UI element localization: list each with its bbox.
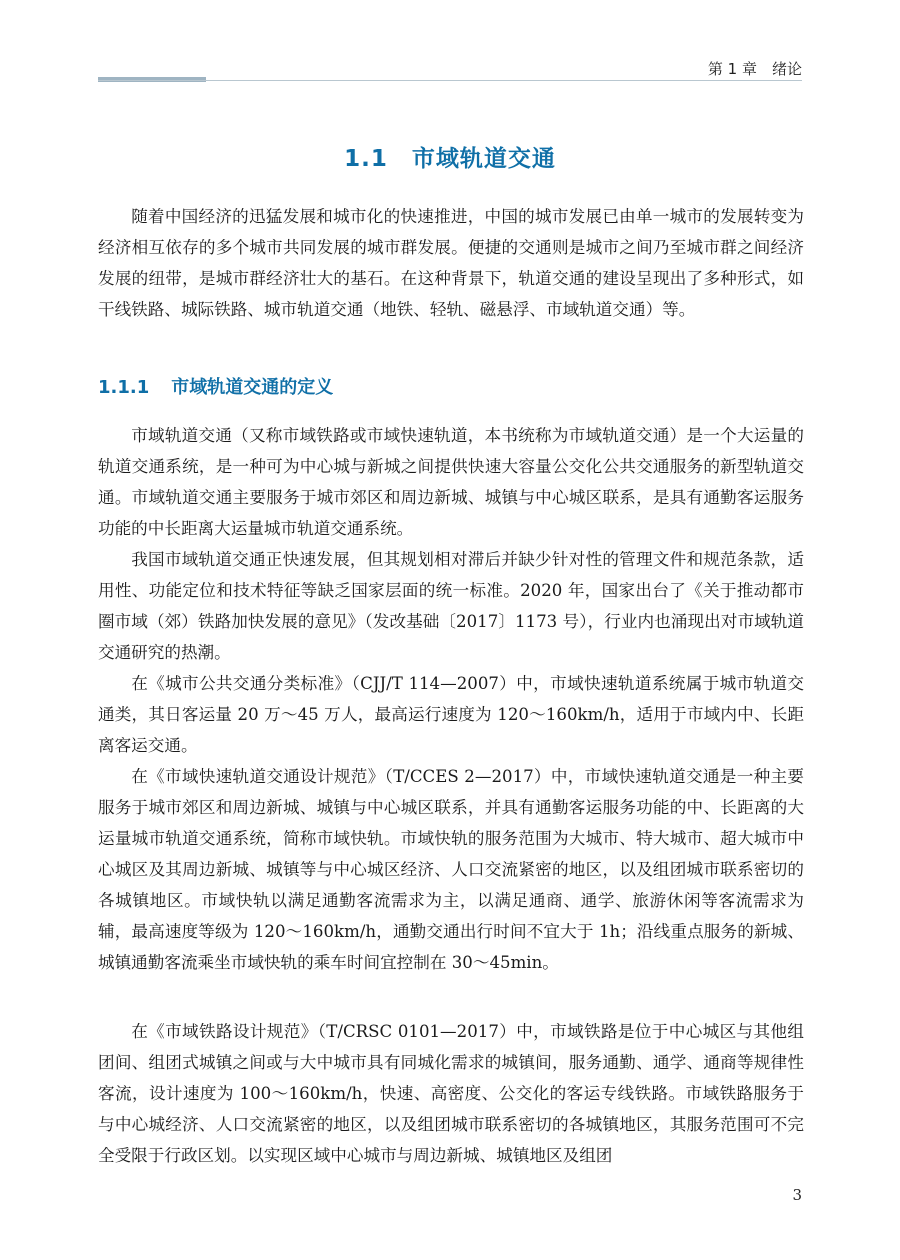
subsection-title (98, 373, 333, 399)
paragraph-cces-standard: 在《市域快速轨道交通设计规范》（T/CCES 2—2017）中，市域快速轨道交通是一种主要服务于城市郊区和周边新城、城镇与中心城区联系，并具有通勤客运服务功能的中、长距离的大运量城市轨道交通系统，简称市域快轨。市域快轨的服务范围为大城市、特大城市、超大城市中心城区及其周边新城、城镇等与中心城区经济、人口交流紧密的地区，以及组团城市联系密切的各城镇地区。市域快轨以满足通勤客流需求为主，以满足通商、通学、旅游休闲等客流需求为辅，最高速度等级为 120～160km/h，通勤交通出行时间不宜大于 1h；沿线重点服务的新城、城镇通勤客流乘坐市域快轨的乘车时间宜控制在 30～45min。 (98, 767, 804, 972)
subsection-number: 1.1.1 (98, 377, 150, 398)
section-title-text: 市域轨道交通 (411, 146, 556, 172)
page-number: 3 (792, 1186, 802, 1204)
subsection-title-text: 市域轨道交通的定义 (171, 377, 334, 398)
paragraph-crsc-standard: 在《市域铁路设计规范》（T/CRSC 0101—2017）中，市域铁路是位于中心城区与其他组团间、组团式城镇之间或与大中城市具有同城化需求的城镇间，服务通勤、通学、通商等规律性客流，设计速度为 100～160km/h，快速、高密度、公交化的客运专线铁路。市域铁路服务于与中心城经济、人口交流紧密的地区，以及组团城市联系密切的各城镇地区，其服务范围可不完全受限于行政区划。以实现区域中心城市与周边新城、城镇地区及组团 (98, 1022, 804, 1165)
header-rule (98, 80, 802, 81)
running-header: 第 1 章 绪论 (707, 60, 802, 78)
section-title (0, 140, 900, 173)
paragraph-development: 我国市域轨道交通正快速发展，但其规划相对滞后并缺少针对性的管理文件和规范条款，适用性、功能定位和技术特征等缺乏国家层面的统一标准。2020 年，国家出台了《关于推动都市圈市域（郊）铁路加快发展的意见》（发改基础〔2017〕1173 号），行业内也涌现出对市域轨道交通研究的热潮。 (98, 550, 804, 662)
paragraph-definition: 市域轨道交通（又称市域铁路或市域快速轨道，本书统称为市域轨道交通）是一个大运量的轨道交通系统，是一种可为中心城与新城之间提供快速大容量公交化公共交通服务的新型轨道交通。市域轨道交通主要服务于城市郊区和周边新城、城镇与中心城区联系，是具有通勤客运服务功能的中长距离大运量城市轨道交通系统。 (98, 426, 804, 538)
paragraph-cjj-standard: 在《城市公共交通分类标准》（CJJ/T 114—2007）中，市域快速轨道系统属于城市轨道交通类，其日客运量 20 万～45 万人，最高运行速度为 120～160km/h，适用于市域内中、长距离客运交通。 (98, 674, 804, 755)
section-number: 1.1 (344, 146, 388, 172)
intro-paragraph: 随着中国经济的迅猛发展和城市化的快速推进，中国的城市发展已由单一城市的发展转变为经济相互依存的多个城市共同发展的城市群发展。便捷的交通则是城市之间乃至城市群之间经济发展的纽带，是城市群经济壮大的基石。在这种背景下，轨道交通的建设呈现出了多种形式，如干线铁路、城际铁路、城市轨道交通（地铁、轻轨、磁悬浮、市域轨道交通）等。 (98, 207, 804, 319)
